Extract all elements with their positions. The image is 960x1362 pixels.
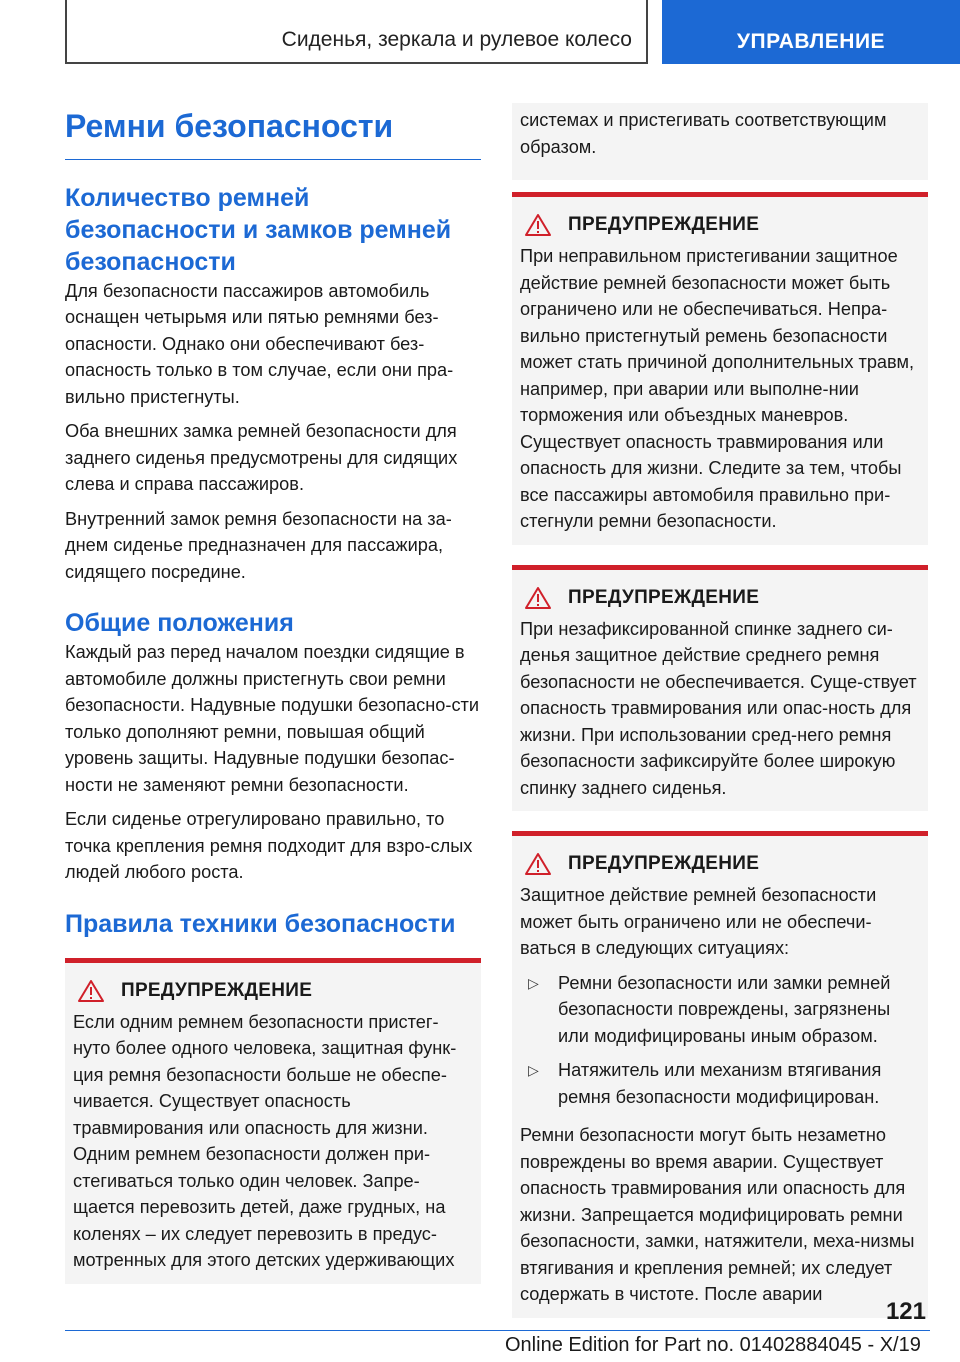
- warning-text-continued: системах и пристегивать соответствующим образом.: [520, 110, 887, 157]
- warning-title: ПРЕДУПРЕЖДЕНИЕ: [568, 586, 760, 608]
- paragraph-general-2: Если сиденье отрегулировано правильно, то точка крепления ремня подходит для взро-слых людей любого роста.: [65, 809, 473, 883]
- paragraph-outer-buckles: Оба внешних замка ремней безопасности для заднего сиденья предусмотрены для сидящих слева и справа пассажиров.: [65, 421, 458, 495]
- left-column: [65, 100, 481, 1284]
- warning-box-1: [65, 958, 481, 1284]
- warning-triangle-icon: [524, 852, 552, 876]
- triangle-right-icon: ▷: [528, 974, 539, 991]
- warning-text: При неправильном пристегивании защитное действие ремней безопасности может быть ограничено или не обеспечиваться. Непра-вильно пристегнутый ремень безопасности может стать причиной дополнительных травм, например, при аварии или выполне-нии торможения или объездных маневров. Существует опасность травмирования или опасность для жизни. Следите за тем, чтобы все пассажиры автомобиля правильно при-стегнули ремни безопасности.: [520, 246, 915, 531]
- warning-box-1-continued: [512, 103, 928, 180]
- heading-general: Общие положения: [65, 609, 294, 638]
- warning-box-4: [512, 831, 928, 1318]
- warning-box-3: [512, 565, 928, 812]
- warning-title: ПРЕДУПРЕЖДЕНИЕ: [568, 214, 760, 235]
- warning-text: Если одним ремнем безопасности пристег-нуто более одного человека, защитная функ-ция ремня безопасности больше не обеспе-чивается. Существует опасность травмирования или опасность для жизни. Одним ремнем безопасности должен при-стегиваться только один человек. Запре-щается перевозить детей, даже грудных, на коленях – их следует перевозить в предус-мотренных для этого детских удерживающих: [73, 1011, 457, 1271]
- warning-text: Защитное действие ремней безопасности может быть ограничено или не обеспечи-ваться в следующих ситуациях:: [520, 885, 877, 958]
- right-column: [512, 103, 928, 1318]
- warning-box-2: [512, 192, 928, 545]
- triangle-right-icon: ▷: [528, 1062, 539, 1078]
- header-chapter-tab[interactable]: УПРАВЛЕНИЕ: [662, 0, 960, 64]
- paragraph-belt-count: Для безопасности пассажиров автомобиль оснащен четырьмя или пятью ремнями без-опасности. Однако они обеспечивают без-опасность только в том случае, если они пра-вильно пристегнуты.: [65, 280, 454, 407]
- header-section-title: Сиденья, зеркала и рулевое колесо: [281, 28, 632, 51]
- warning-triangle-icon: [524, 213, 552, 237]
- list-item-text: Натяжитель или механизм втягивания ремня безопасности модифицирован.: [558, 1060, 882, 1107]
- paragraph-inner-buckle: Внутренний замок ремня безопасности на за-днем сиденье предназначен для пассажира, сидящего посредине.: [65, 508, 452, 582]
- warning-text: При незафиксированной спинке заднего си-денья защитное действие среднего ремня безопасности не обеспечивается. Суще-ствует опасность травмирования или опас-ность для жизни. При использовании сред-него ремня безопасности зафиксируйте более широкую спинку заднего сиденья.: [520, 618, 917, 798]
- header-section-box: [65, 0, 648, 64]
- footer-edition: Online Edition for Part no. 01402884045 - X/19: [505, 1334, 921, 1356]
- heading-belt-count: Количество ремней безопасности и замков ремней безопасности: [65, 183, 452, 276]
- list-item: [520, 970, 920, 1050]
- list-item: [520, 1057, 920, 1110]
- page-title: Ремни безопасности: [65, 100, 481, 160]
- warning-triangle-icon: [524, 586, 552, 610]
- warning-title: ПРЕДУПРЕЖДЕНИЕ: [568, 853, 760, 874]
- list-item-text: Ремни безопасности или замки ремней безопасности повреждены, загрязнены или модифицированы иным образом.: [558, 972, 891, 1046]
- footer-divider: [65, 1330, 930, 1331]
- warning-triangle-icon: [77, 979, 105, 1003]
- warning-title: ПРЕДУПРЕЖДЕНИЕ: [121, 979, 313, 1001]
- warning-text-after-list: Ремни безопасности могут быть незаметно повреждены во время аварии. Существует опасность травмирования или опасность для жизни. Запрещается модифицировать ремни безопасности, замки, натяжители, меха-низмы втягивания и крепления ремней; их следует содержать в чистоте. После аварии: [520, 1125, 915, 1304]
- heading-safety-rules: Правила техники безопасности: [65, 909, 456, 938]
- paragraph-general-1: Каждый раз перед началом поездки сидящие в автомобиле должны пристегнуть свои ремни безопасности. Надувные подушки безопасно-сти только дополняют ремни, повышая общий уровень защиты. Надувные подушки безопас-ности не заменяют ремни безопасности.: [65, 642, 480, 795]
- page-number: 121: [885, 1298, 926, 1325]
